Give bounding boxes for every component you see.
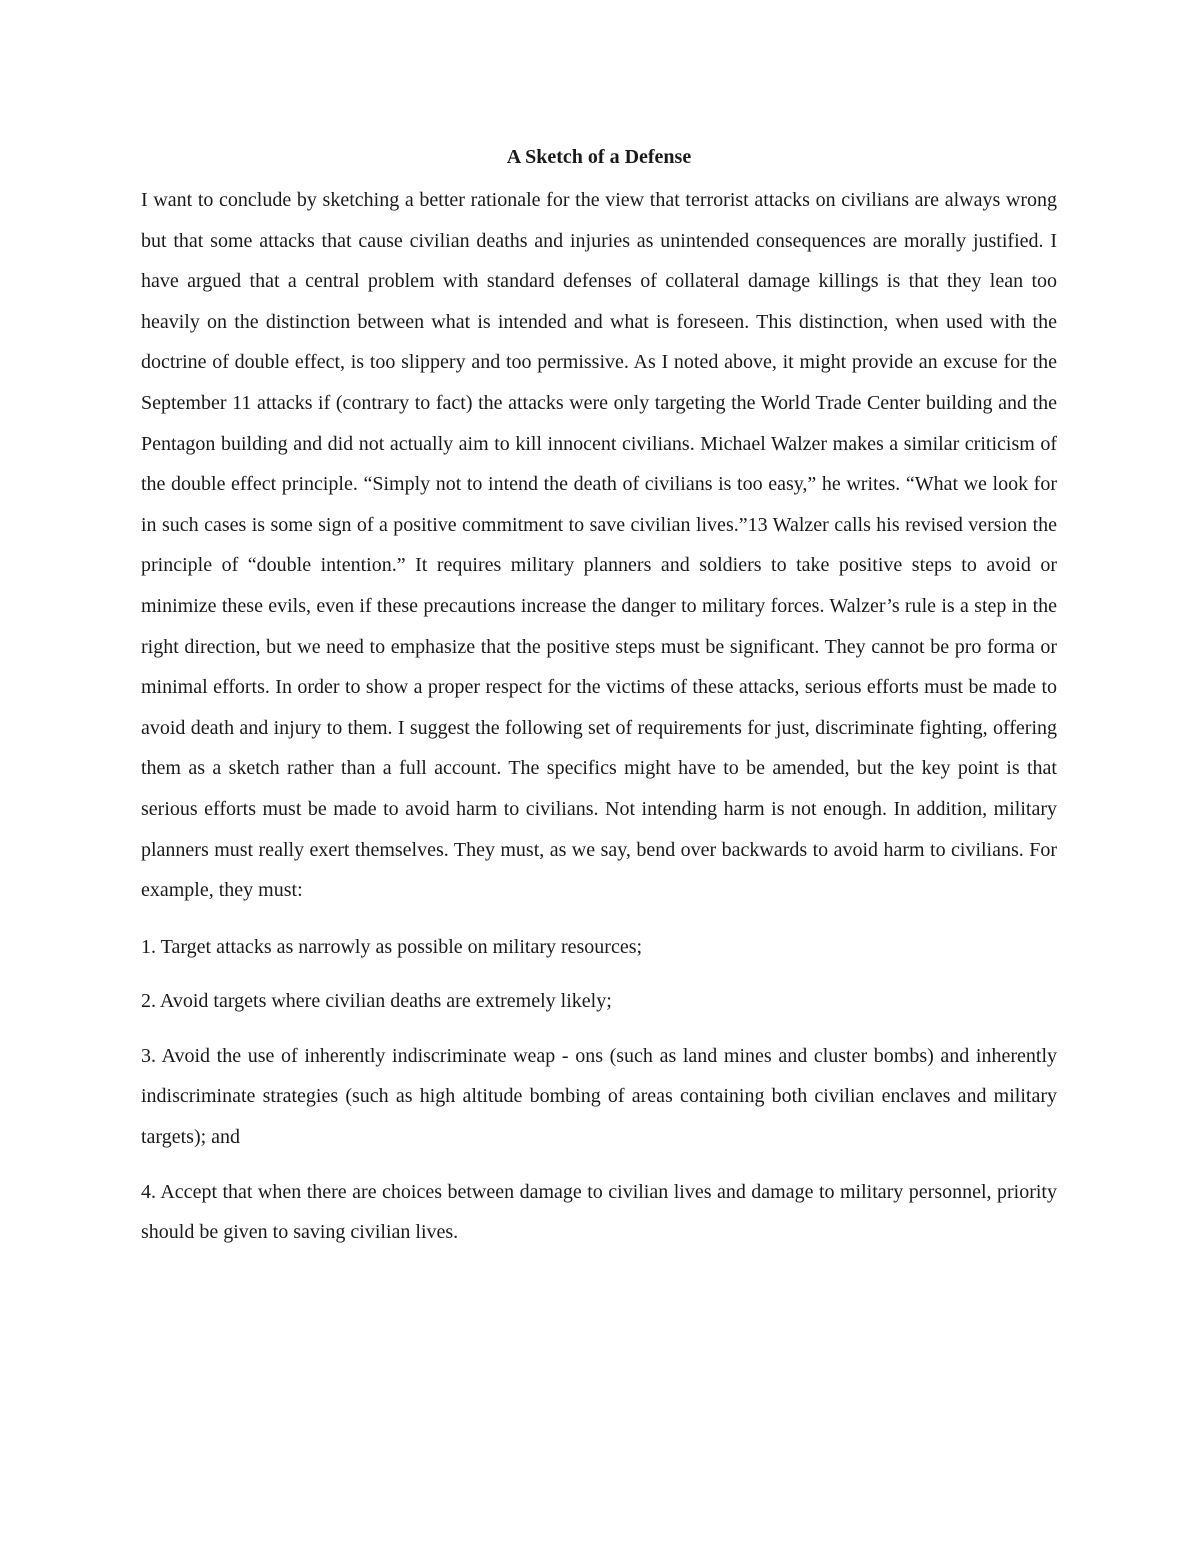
list-item: 3. Avoid the use of inherently indiscriminate weap - ons (such as land mines and cluster bombs) and inherently indiscriminate strategies (such as high altitude bombing of areas containing both civilian enclaves and military targets); and — [141, 1044, 1057, 1149]
list-item: 2. Avoid targets where civilian deaths are extremely likely; — [141, 990, 612, 1013]
body-paragraph: I want to conclude by sketching a better rationale for the view that terrorist attacks on civilians are always wrong but that some attacks that cause civilian deaths and injuries as unintended consequences are morally justified. I have argued that a central problem with standard defenses of collateral damage killings is that they lean too heavily on the distinction between what is intended and what is foreseen. This distinction, when used with the doctrine of double effect, is too slippery and too permissive. As I noted above, it might provide an excuse for the September 11 attacks if (contrary to fact) the attacks were only targeting the World Trade Center building and the Pentagon building and did not actually aim to kill innocent civilians. Michael Walzer makes a similar criticism of the double effect principle. “Simply not to intend the death of civilians is too easy,” he writes. “What we look for in such cases is some sign of a positive commitment to save civilian lives.”13 Walzer calls his revised version the principle of “double intention.” It requires military planners and soldiers to take positive steps to avoid or minimize these evils, even if these precautions increase the danger to military forces. Walzer’s rule is a step in the right direction, but we need to emphasize that the positive steps must be significant. They cannot be pro forma or minimal efforts. In order to show a proper respect for the victims of these attacks, serious efforts must be made to avoid death and injury to them. I suggest the following set of requirements for just, discriminate fighting, offering them as a sketch rather than a full account. The specifics might have to be amended, but the key point is that serious efforts must be made to avoid harm to civilians. Not intending harm is not enough. In addition, military planners must really exert themselves. They must, as we say, bend over backwards to avoid harm to civilians. For example, they must: — [141, 189, 1057, 902]
list-item: 1. Target attacks as narrowly as possible on military resources; — [141, 935, 643, 958]
document-page — [141, 140, 1057, 1253]
document-title: A Sketch of a Defense — [506, 146, 692, 168]
requirements-list — [141, 927, 1057, 1253]
list-item: 4. Accept that when there are choices between damage to civilian lives and damage to military personnel, priority should be given to saving civilian lives. — [141, 1180, 1057, 1244]
